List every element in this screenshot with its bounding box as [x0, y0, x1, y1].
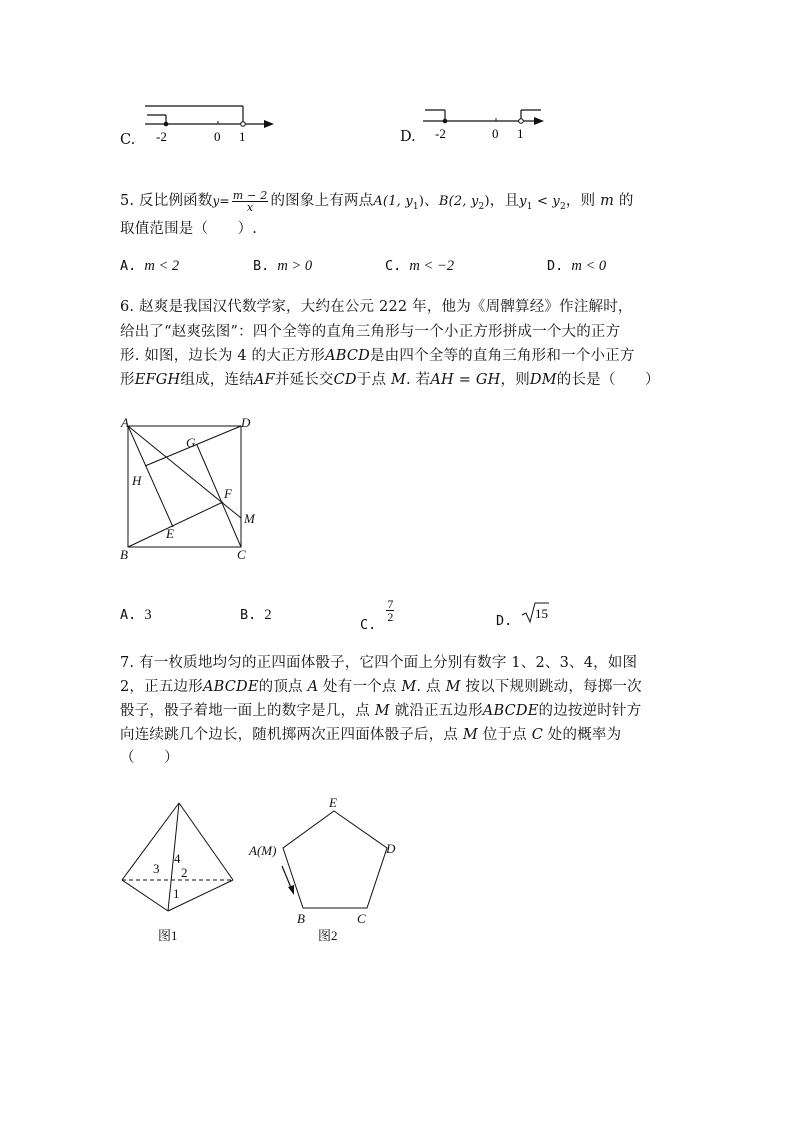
q7-stem-line4: 向连续跳几个边长，随机掷两次正四面体骰子后，点 M 位于点 C 处的概率为 [120, 727, 622, 743]
q6-stem-line1: 6. 赵爽是我国汉代数学家，大约在公元 222 年，他为《周髀算经》作注解时， [120, 299, 633, 315]
sqrt-icon [520, 601, 550, 625]
q6-stem-line3: 形. 如图，边长为 4 的大正方形ABCD是由四个全等的直角三角形和一个小正方 [120, 348, 635, 364]
q5-stem-line2: 取值范围是（ ）. [120, 221, 258, 237]
q5-stem-line1: 5. 反比例函数y= $\frac{m - 2}{x}$ 的图象上有两点A(1, $y_1$)、B(2, $y_2$)，且$y_1 < y_2$，则 m 的 [120, 188, 634, 214]
face-label-3: 3 [153, 861, 160, 876]
q7-pentagon-figure [245, 793, 405, 950]
q7-stem-line3: 骰子，骰子着地一面上的数字是几，点 M 就沿正五边形ABCDE的边按逆时针方 [120, 703, 642, 719]
figure-caption-2: 图2 [318, 928, 338, 943]
vertex-label-d: D [386, 841, 396, 856]
svg-text:15: 15 [535, 606, 549, 621]
q5-option-c: C. m < −2 [385, 258, 454, 274]
q4-option-d-label: D. [400, 129, 416, 145]
q6-stem-line4: 形EFGH组成，连结AF并延长交CD于点 M. 若AH = GH，则DM的长是（ ） [120, 372, 660, 388]
q6-option-b: B. 2 [240, 607, 272, 623]
label-g: G [186, 435, 196, 450]
label-e: E [166, 526, 174, 541]
label-m: M [244, 511, 255, 526]
q7-stem-line2: 2，正五边形ABCDE的顶点 A 处有一个点 M. 点 M 按以下规则跳动，每掷一次 [120, 679, 642, 695]
q6-stem-line2: 给出了“赵爽弦图”：四个全等的直角三角形与一个小正方形拼成一个大的正方 [120, 324, 621, 340]
vertex-label-a-m: A(M) [249, 843, 277, 858]
q5-option-b: B. m > 0 [253, 258, 313, 274]
q4-number-line-d [420, 96, 560, 146]
face-label-4: 4 [174, 851, 181, 866]
tick-label-0: 0 [492, 126, 499, 141]
direction-arrow-icon [288, 885, 294, 895]
q5-option-a: A. m < 2 [120, 258, 180, 274]
q7-tetrahedron-figure [112, 795, 242, 950]
q6-zhao-shuang-figure [112, 410, 272, 565]
label-f: F [224, 486, 232, 501]
tick-label-1: 1 [517, 126, 524, 141]
face-label-2: 2 [181, 865, 188, 880]
label-b: B [120, 547, 128, 562]
tick-label-0: 0 [214, 129, 221, 144]
tick-label-neg2: -2 [156, 129, 167, 144]
face-label-1: 1 [173, 886, 180, 901]
q6-option-d: D. 15 [496, 601, 550, 625]
q4-option-c-label: C. [120, 132, 136, 148]
figure-caption-1: 图1 [158, 928, 178, 943]
label-c: C [237, 547, 246, 562]
label-a: A [121, 415, 129, 430]
q6-option-c: C. $\frac{7}{2}$ [360, 597, 394, 633]
label-d: D [241, 415, 251, 430]
vertex-label-e: E [329, 795, 337, 810]
q6-option-a: A. 3 [120, 607, 152, 623]
q5-option-d: D. m < 0 [547, 258, 607, 274]
vertex-label-c: C [357, 911, 366, 926]
q7-stem-line1: 7. 有一枚质地均匀的正四面体骰子，它四个面上分别有数字 1、2、3、4，如图 [120, 655, 638, 671]
q4-number-line-c [140, 96, 280, 146]
label-h: H [132, 473, 142, 488]
vertex-label-b: B [297, 911, 305, 926]
tick-label-1: 1 [239, 129, 246, 144]
q7-stem-line5: （ ） [120, 750, 179, 766]
tick-label-neg2: -2 [435, 126, 446, 141]
